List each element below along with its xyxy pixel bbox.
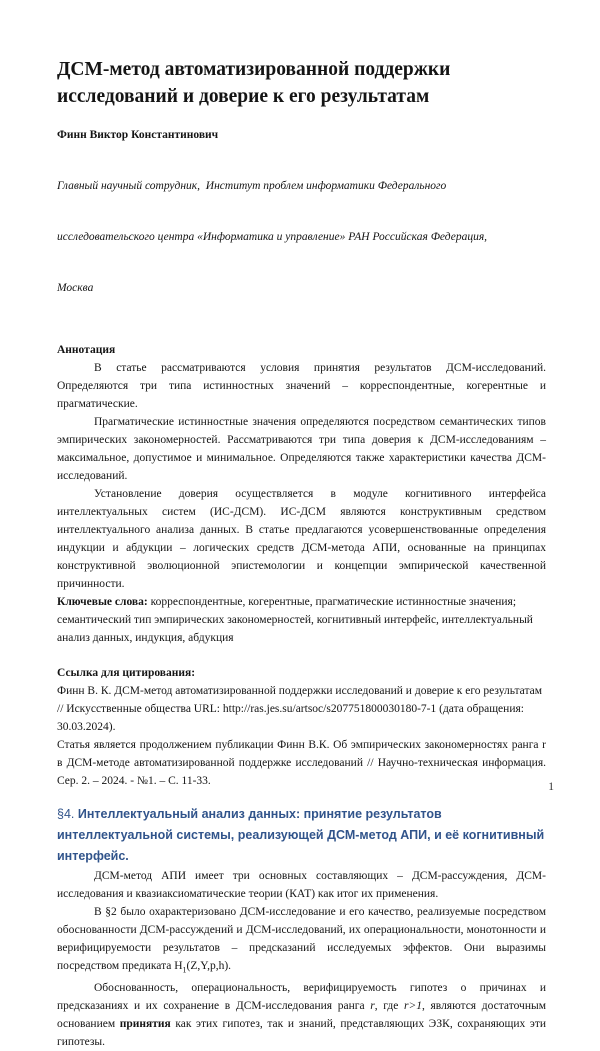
body-paragraph: Обоснованность, операциональность, верифицируемость гипотез о причинах и предсказаниях и их сохранение в ДСМ-исследования ранга r, где r>1, являются достаточным основанием принятия как этих гипотез, так и знаний, представляющих ЭЗК, сохраняющих эти гипотезы. — [57, 982, 546, 1049]
abstract-paragraph: В статье рассматриваются условия принятия результатов ДСМ-исследований. Определяются три типа истинностных значений – корреспондентные, когерентные и прагматические. — [57, 362, 546, 410]
citation-text: Финн В. К. ДСМ-метод автоматизированной поддержки исследований и доверие к его результатам // Искусственные общества URL: http://ras.jes.su/artsoc/s207751800030180-7-1 (дата обращения: 30.03.2024). — [57, 685, 543, 733]
section-title: Интеллектуальный анализ данных: принятие результатов интеллектуальной системы, реализующей ДСМ-метод АПИ, и её когнитивный интерфейс. — [57, 807, 545, 863]
continuation-paragraph: Статья является продолжением публикации Финн В.К. Об эмпирических закономерностях ранга r в ДСМ-методе автоматизированной поддержке исследований // Научно-техническая информация. Сер. 2. – 2024. - №1. – С. 11-33. — [57, 739, 546, 787]
page-content — [57, 56, 546, 1051]
body-paragraph: В §2 было охарактеризовано ДСМ-исследование и его качество, реализуемые посредством обоснованности ДСМ-рассуждений и ДСМ-исследований, их операциональности, монотонности и верифицируемости результатов – предсказаний исследуемых эффектов. Они выразимы посредством предиката $H_1(Z,Y,p,h)$. — [57, 906, 546, 975]
abstract-paragraph: Прагматические истинностные значения определяются посредством семантических типов эмпирических закономерностей. Рассматриваются три типа доверия к ДСМ-исследованиям – максимальное, допустимое и минимальное. Определяются также характеристики качества ДСМ-исследований. — [57, 416, 546, 482]
keywords-label: Ключевые слова: — [57, 596, 148, 608]
affiliation-line: Москва — [57, 282, 94, 294]
section-heading — [57, 804, 546, 867]
keywords-paragraph — [57, 593, 546, 647]
body-paragraph: ДСМ-метод АПИ имеет три основных составляющих – ДСМ-рассуждения, ДСМ-исследования и квазиаксиоматические теории (КАТ) как итог их применения. — [57, 870, 546, 900]
affiliation-line: исследовательского центра «Информатика и управление» РАН Российская Федерация, — [57, 231, 488, 243]
keywords-text: корреспондентные, когерентные, прагматические истинностные значения; семантический тип эмпирических закономерностей, когнитивный интерфейс, интеллектуальный анализ данных, индукция, абдукция — [57, 596, 533, 644]
abstract-paragraph: Установление доверия осуществляется в модуле когнитивного интерфейса интеллектуальных систем (ИС-ДСМ). ИС-ДСМ являются конструктивным средством интеллектуального анализа данных. В статье предлагаются усовершенствованные определения индукции и абдукции – логических средств ДСМ-метода АПИ, основанные на принципах конструктивной эволюционной эпистемологии и концепции эмпирической качественной причинности. — [57, 488, 546, 590]
page-number: 1 — [548, 781, 554, 793]
section-number: §4. — [57, 807, 78, 821]
affiliation-line: Главный научный сотрудник, Институт проблем информатики Федерального — [57, 180, 447, 192]
citation-heading: Ссылка для цитирования: — [57, 667, 196, 679]
abstract-heading: Аннотация — [57, 344, 116, 356]
author-affiliation — [57, 144, 546, 331]
author-name: Финн Виктор Константинович — [57, 129, 219, 141]
article-title: ДСМ-метод автоматизированной поддержки исследований и доверие к его результатам — [57, 59, 451, 107]
